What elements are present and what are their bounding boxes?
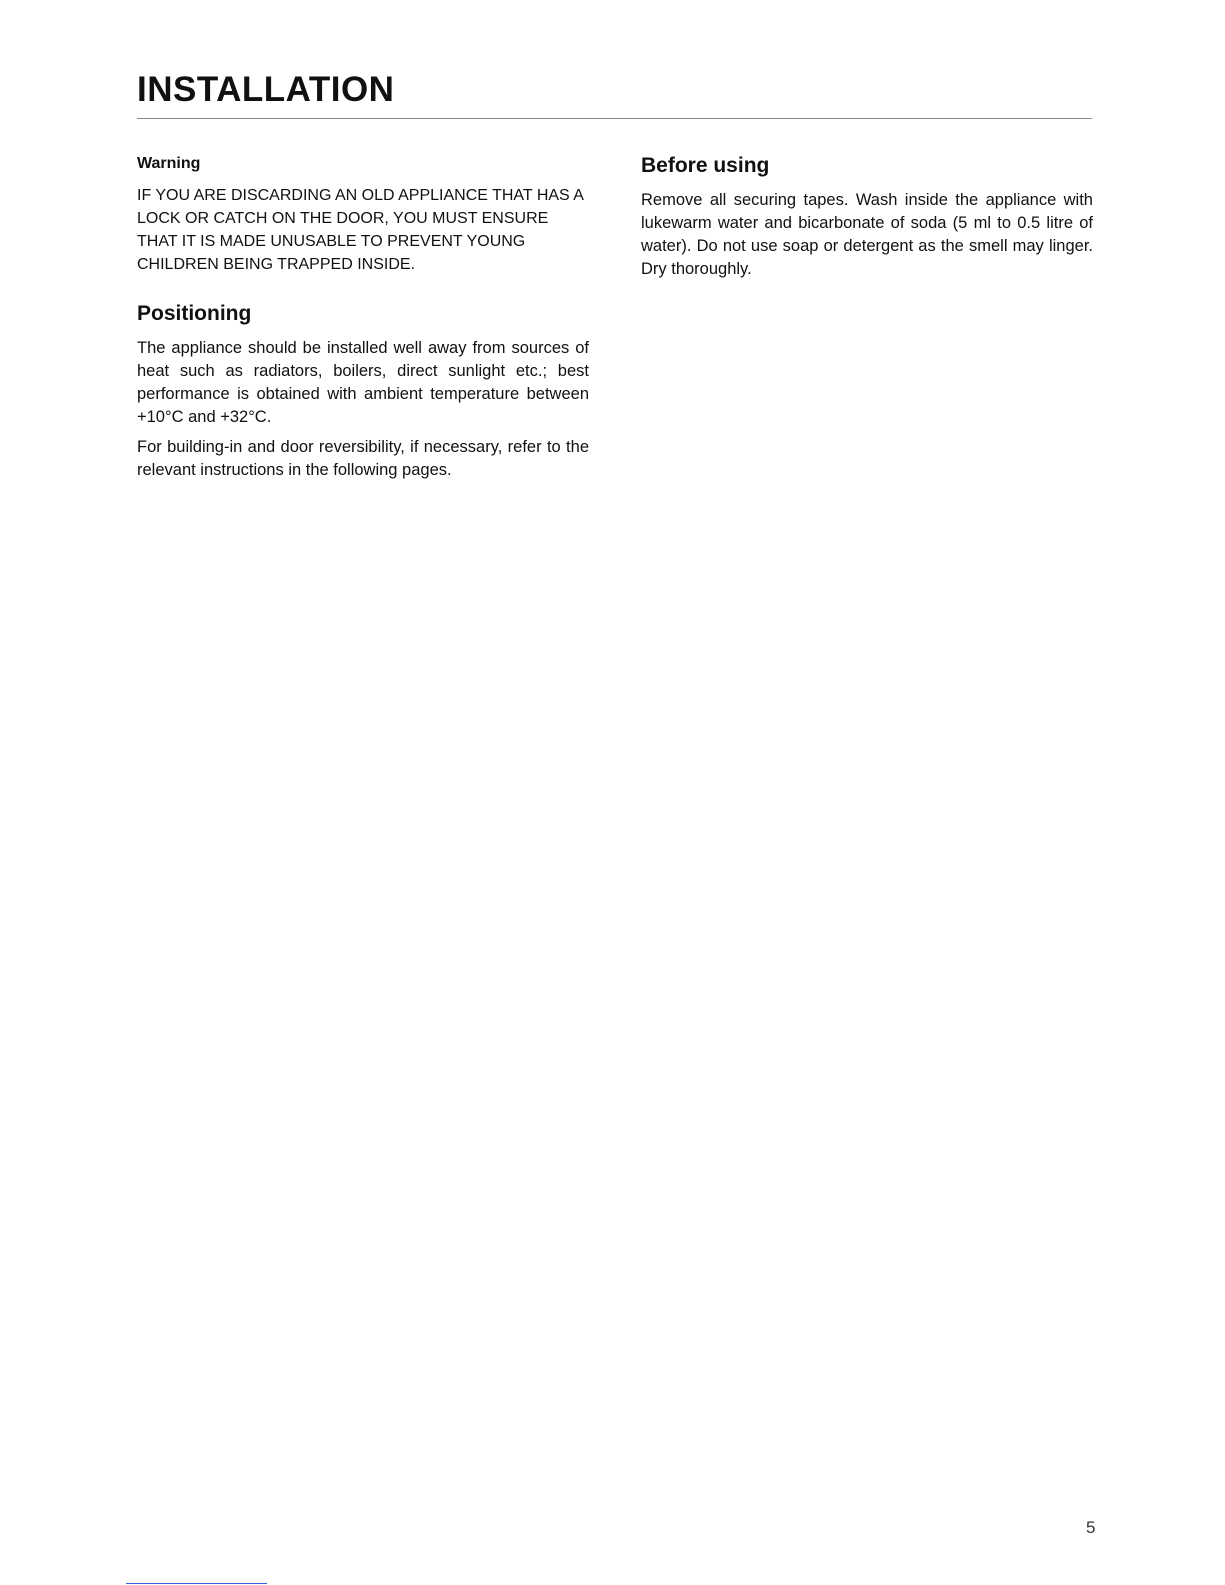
page-number: 5 (1086, 1518, 1096, 1537)
right-column (641, 150, 1093, 288)
before-using-heading: Before using (641, 154, 770, 177)
page-title: INSTALLATION (137, 70, 395, 109)
positioning-paragraph-2: For building-in and door reversibility, if necessary, refer to the relevant instructions in the following pages. (137, 438, 589, 479)
before-using-text: Remove all securing tapes. Wash inside the appliance with lukewarm water and bicarbonate of soda (5 ml to 0.5 litre of water). Do not use soap or detergent as the smell may linger. Dry thoroughly. (641, 191, 1093, 278)
warning-text: IF YOU ARE DISCARDING AN OLD APPLIANCE THAT HAS A LOCK OR CATCH ON THE DOOR, YOU MUST ENSURE THAT IT IS MADE UNUSABLE TO PREVENT YOUNG CHILDREN BEING TRAPPED INSIDE. (137, 187, 584, 273)
title-divider (137, 118, 1092, 119)
footer-divider (126, 1583, 267, 1584)
positioning-heading: Positioning (137, 302, 252, 325)
warning-heading: Warning (137, 155, 201, 172)
positioning-paragraph-1: The appliance should be installed well away from sources of heat such as radiators, boilers, direct sunlight etc.; best performance is obtained with ambient temperature between +10°C and +32°C. (137, 339, 589, 426)
left-column (137, 150, 589, 489)
